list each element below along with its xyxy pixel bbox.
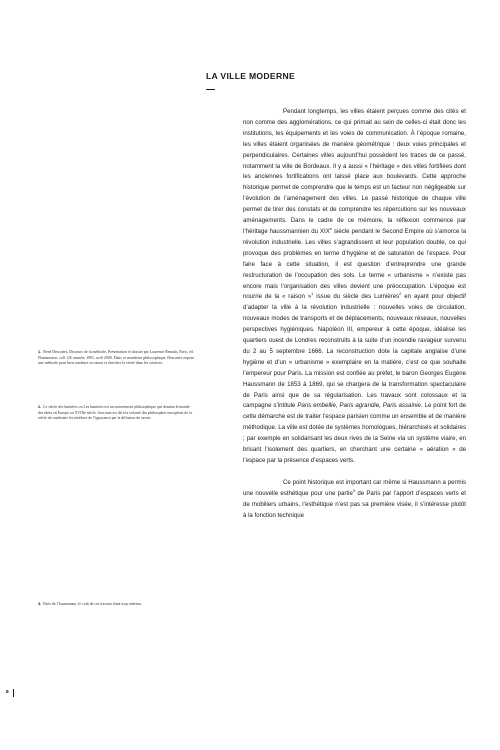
footnote-2 xyxy=(38,404,195,422)
paragraph-1-text-2: siècle pendant le Second Empire où s’amorce la révolution industrielle. Les villes s’agrandissent et leur population double, ce qui provoque des problèmes en terme d’hygiène et de saturation de l’espace. Pour faire face à cette situation, il est question d’entreprendre une grande restructuration de l’occupation des sols. Le terme « urbanisme » n’existe pas encore mais l’organisation des villes devient une préoccupation. L’époque est nourrie de la « raison » xyxy=(243,227,467,301)
footnote-number: 1. xyxy=(38,349,42,354)
chapter-title: LA VILLE MODERNE xyxy=(206,71,295,81)
footnote-3 xyxy=(38,601,195,608)
campaign-title: Paris embellie, Paris agrandie, Paris assainie xyxy=(297,402,421,410)
paragraph-2 xyxy=(243,478,466,522)
footnote-ref-2: 2 xyxy=(399,291,402,297)
footnote-1 xyxy=(38,349,195,367)
footnote-ref-1: 1 xyxy=(311,291,314,297)
footnote-ref-3: 3 xyxy=(352,487,356,493)
page-number-rule xyxy=(13,689,14,697)
footnote-text: Le siècle des lumières ou Les lumières est un mouvement philosophique qui domina le monde des idées en Europe au XVIIIe siècle. Son nom est dû à la volonté des philosophes européens de ce siècle de combattre les ténèbres de l’ignorance par la diffusion du savoir. xyxy=(38,405,193,421)
paragraph-2-lead: Ce point historique est important car même si Haussmann a permis une nouvelle esthétique pour une partie xyxy=(243,478,466,497)
paragraph-1 xyxy=(243,107,466,467)
paragraph-1-text-5: . Le point fort de cette démarche est de traiter l’espace parisien comme un ensemble et de manière méthodique. La ville est dotée de systèmes homologues, hiérarchisés et solidaires ; par exemple en solidarisant les deux rives de la Seine via un système viaire, en brisant l’isolement des quartiers, en cherchant une certaine « aération » de l’espace par la présence d’espaces verts. xyxy=(243,402,467,464)
page-number: 8 xyxy=(6,690,9,695)
footnote-text: René Descartes, Discours de la méthode, Présentation et dossier par Laurence Renault, Paris, éd. Flammarion, coll. GF, numéro 1091, avril 2000. Dans ce manifeste philosophique, Descartes expose une méthode pour bien conduire sa raison et chercher la vérité dans les sciences. xyxy=(38,350,195,366)
century-superscript: e xyxy=(329,225,332,231)
paragraph-1-lead: Pendant longtemps, les villes étaient perçues comme des cités et non comme des agglomérations, ce qui primait au sein de celles-ci était donc les institutions, les équipements et les voies de communication. À l’époque romaine, les villes étaient organisées de manière géométrique : deux voies principales et perpendiculaires. Certaines villes aujourd’hui possèdent les traces de ce passé, notamment la ville de Bordeaux. Il y a aussi « l’héritage » des villes fortifiées dont les anciennes fortifications ont laissé place aux boulevards. Cette approche historique permet de comprendre que le temps est un facteur non négligeable sur l’évolution de l’aménagement des villes. Le passé historique de chaque ville permet de tirer des constats et de comprendre les répercutions sur les nouveaux aménagements. Dans le cadre de ce mémoire, la réflexion commence par l’héritage haussmannien du XIX xyxy=(243,108,466,235)
title-underline xyxy=(206,89,215,90)
footnote-text: Paris de l’haussmann, le coût de ces travaux étant trop onéreux. xyxy=(43,602,143,606)
paragraph-2-text-2: de Paris par l’apport d’espaces verts et de mobiliers urbains, l’esthétique n’est pas sa première visée, il s’intéresse plutôt à la fonction technique xyxy=(243,489,466,519)
footnote-number: 3. xyxy=(38,601,42,606)
main-text xyxy=(243,107,466,521)
paragraph-1-text-4: en ayant pour objectif d’adapter la ville à la révolution industrielle : nouvelles voies de circulation, nouveaux modes de transports et de déplacements, nouveaux réseaux, nouvelles perspectives hygiéniques. Napoléon III, empereur à cette époque, idéalise les quartiers ouest de Londres reconstruits à la suite d’un incendie ravageur survenu du 2 au 5 septembre 1666. La reconstruction dote la capitale anglaise d’une hygiène et d’un « urbanisme » exemplaire en la matière, c’est ce que souhaite l’empereur pour Paris. La mission est confiée au préfet, le baron Georges Eugène Haussmann de 1853 à 1869, qui se chargera de la transformation spectaculaire de Paris ainsi que de sa régularisation. Les travaux sont colossaux et la campagne s’intitule xyxy=(243,293,467,410)
paragraph-1-text-3: issue du siècle des Lumières xyxy=(313,293,400,301)
footnote-number: 2. xyxy=(38,404,42,409)
